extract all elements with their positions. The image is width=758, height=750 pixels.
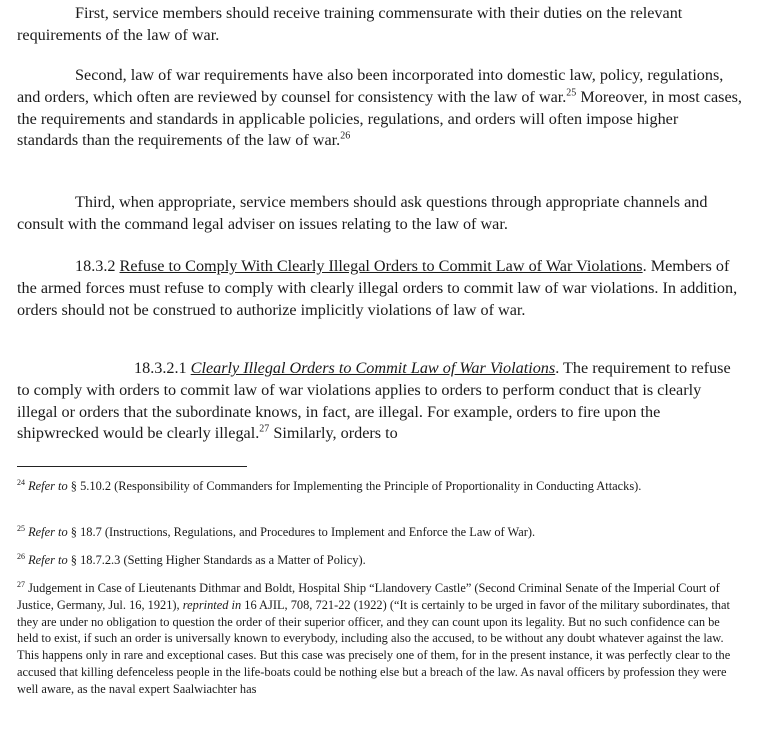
section-heading: Clearly Illegal Orders to Commit Law of War Violations: [190, 359, 556, 377]
section-number: 18.3.2.1: [134, 359, 191, 377]
section-number: 18.3.2: [75, 257, 120, 275]
section-18-3-2: 18.3.2 Refuse to Comply With Clearly Illegal Orders to Commit Law of War Violations. Members of the armed forces must refuse to comply with clearly illegal orders to commit law of war violations. In addition, orders should not be construed to authorize implicitly violations of law of war.: [17, 257, 738, 319]
paragraph-third: Third, when appropriate, service members should ask questions through appropriate channels and consult with the command legal adviser on issues relating to the law of war.: [17, 193, 708, 233]
footnote-divider: [17, 466, 247, 467]
footnote-24: $^{24}$ Refer to § 5.10.2 (Responsibility of Commanders for Implementing the Principle of Proportionality in Conducting Attacks).: [17, 477, 642, 493]
section-18-3-2-1: 18.3.2.1 Clearly Illegal Orders to Commit Law of War Violations. The requirement to refuse to comply with orders to commit law of war violations applies to orders to perform conduct that is clearly illegal or orders that the subordinate knows, in fact, are illegal. For example, orders to fire upon the shipwrecked would be clearly illegal.$^{27}$ Similarly, orders to: [17, 359, 731, 443]
footnote-ref-25[interactable]: 25: [566, 87, 577, 99]
footnote-26: $^{26}$ Refer to § 18.7.2.3 (Setting Higher Standards as a Matter of Policy).: [17, 551, 366, 567]
paragraph-first: First, service members should receive training commensurate with their duties on the relevant requirements of the law of war.: [17, 4, 683, 44]
footnote-ref-26[interactable]: 26: [340, 131, 351, 142]
footnote-ref-27[interactable]: 27: [259, 424, 270, 435]
footnote-25: $^{25}$ Refer to § 18.7 (Instructions, Regulations, and Procedures to Implement and Enforce the Law of War).: [17, 523, 536, 539]
footnote-27: $^{27}$ Judgement in Case of Lieutenants Dithmar and Boldt, Hospital Ship “Llandovery Castle” (Second Criminal Senate of the Imperial Court of Justice, Germany, Jul. 16, 1921), reprinted in 16 AJIL, 708, 721-22 (1922) (“It is certainly to be urged in favor of the military subordinates, that they are under no obligation to question the order of their superior officer, and they can count upon its legality. But no such confidence can be held to exist, if such an order is universally known to everybody, including also the accused, to be without any doubt whatever against the law. This happens only in rare and exceptional cases. But this case was precisely one of them, for in the present instance, it was perfectly clear to the accused that killing defenceless people in the life-boats could be nothing else but a breach of the law. As naval officers by profession they were well aware, as the naval expert Saalwiachter has: [17, 579, 731, 696]
paragraph-second: Second, law of war requirements have also been incorporated into domestic law, policy, regulations, and orders, which often are reviewed by counsel for consistency with the law of war.$^{25}$ Moreover, in most cases, the requirements and standards in applicable policies, regulations, and orders will often impose higher standards than the requirements of the law of war.$^{26}$: [17, 66, 742, 150]
section-heading: Refuse to Comply With Clearly Illegal Orders to Commit Law of War Violations: [119, 257, 643, 275]
